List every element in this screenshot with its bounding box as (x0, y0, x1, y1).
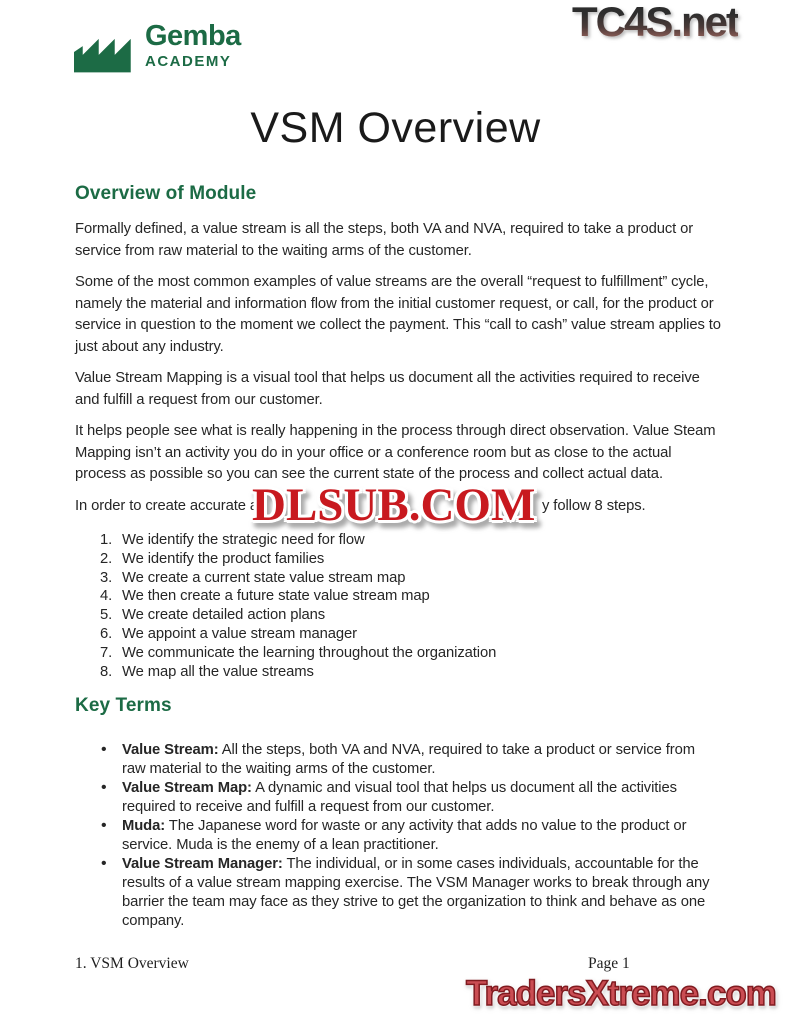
paragraph: Some of the most common examples of value streams are the overall “request to fulfillment” cycle, namely the material and information flow from the initial customer request, or call, for the product or service in question to the moment we collect the payment. This “call to cash” value stream applies to just about any industry. (75, 274, 721, 355)
term-definition: The Japanese word for waste or any activity that adds no value to the product or service. Muda is the enemy of a lean practitioner. (122, 818, 687, 854)
paragraph: It helps people see what is really happening in the process through direct observation. Value Steam Mapping isn’t an activity you do in your office or a conference room but as close to the actual process as possible so you can see the current state of the process and collect actual data. (75, 423, 716, 482)
term-item (75, 855, 721, 931)
watermark-tc4s: TC4S.net (572, 0, 739, 45)
footer-document-label: 1. VSM Overview (75, 955, 189, 972)
step-item (75, 606, 721, 625)
paragraph: Value Stream Mapping is a visual tool that helps us document all the activities required to receive and fulfill a request from our customer. (75, 370, 700, 408)
section-heading-overview: Overview of Module (75, 183, 257, 204)
footer-page-number: Page 1 (588, 955, 630, 972)
terms-list (75, 741, 721, 931)
watermark-tradersxtreme: TradersXtreme.com (466, 974, 776, 1013)
step-text: We appoint a value stream manager (122, 625, 357, 642)
step-number: 7. (100, 644, 113, 661)
factory-icon (74, 27, 138, 77)
step-item (75, 644, 721, 663)
paragraph: Formally defined, a value stream is all the steps, both VA and NVA, required to take a product or service from raw material to the waiting arms of the customer. (75, 221, 694, 259)
step-item (75, 625, 721, 644)
step-text: We map all the value streams (122, 663, 314, 680)
section-heading-key-terms: Key Terms (75, 695, 172, 717)
step-item (75, 531, 721, 550)
step-number: 2. (100, 550, 113, 567)
step-number: 8. (100, 663, 113, 680)
step-item (75, 663, 721, 682)
logo-name: Gemba (145, 20, 241, 52)
document-body (75, 183, 721, 931)
step-number: 5. (100, 607, 113, 624)
step-text: We identify the product families (122, 550, 325, 567)
watermark-dlsub: DLSUB.COM (252, 479, 536, 531)
gemba-academy-logo (74, 22, 241, 77)
step-text: We then create a future state value stream map (122, 588, 430, 605)
watermark-dlsub-wrap (252, 479, 536, 531)
term-name: Value Stream Manager: (122, 856, 283, 873)
term-item (75, 779, 721, 817)
step-text: We create detailed action plans (122, 607, 326, 624)
term-item (75, 817, 721, 855)
term-name: Muda: (122, 818, 166, 835)
steps-list (75, 531, 721, 681)
step-number: 6. (100, 625, 113, 642)
step-item (75, 550, 721, 569)
term-name: Value Stream Map: (122, 780, 252, 797)
obscured-paragraph-prefix: In order to create accurate a (75, 497, 258, 514)
step-text: We communicate the learning throughout the organization (122, 644, 497, 661)
logo-text (145, 22, 241, 69)
term-item (75, 741, 721, 779)
term-definition: A dynamic and visual tool that helps us document all the activities required to receive and fulfill a request from our customer. (122, 780, 677, 816)
obscured-paragraph-suffix: y follow 8 steps. (542, 497, 646, 514)
step-text: We identify the strategic need for flow (122, 532, 365, 548)
page-title: VSM Overview (250, 104, 541, 152)
term-definition: The individual, or in some cases individuals, accountable for the results of a value stream mapping exercise. The VSM Manager works to break through any barrier the team may face as they strive to get the organization to think and behave as one company. (122, 856, 710, 930)
step-item (75, 569, 721, 588)
step-number: 1. (100, 532, 113, 548)
term-definition: All the steps, both VA and NVA, required to take a product or service from raw material to the waiting arms of the customer. (122, 742, 695, 778)
watermark-traders-wrap (466, 976, 776, 1011)
step-number: 3. (100, 569, 113, 586)
logo-subtext: ACADEMY (145, 53, 232, 70)
step-number: 4. (100, 588, 113, 605)
step-item (75, 587, 721, 606)
step-text: We create a current state value stream map (122, 569, 406, 586)
term-name: Value Stream: (122, 742, 219, 759)
